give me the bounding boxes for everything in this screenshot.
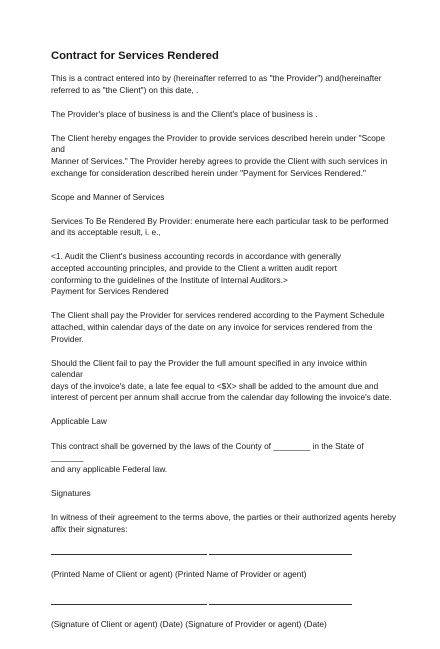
audit-task-paragraph: <1. Audit the Client's business accounting records in accordance with generally accepted accounting principles, and provide to the Client a written audit report conforming to the guidelines of the Institute of Internal Auditors.> xyxy=(51,251,342,285)
payment-schedule-paragraph: The Client shall pay the Provider for services rendered according to the Payment Schedule attached, within calendar days of the date on any invoice for services rendered from the Provider. xyxy=(51,310,385,344)
document-title: Contract for Services Rendered xyxy=(51,50,219,62)
signature-caption: (Signature of Client or agent) (Date) (Signature of Provider or agent) (Date) xyxy=(51,619,327,630)
witness-paragraph: In witness of their agreement to the terms above, the parties or their authorized agents hereby affix their signatures: xyxy=(51,511,396,534)
intro-paragraph: This is a contract entered into by (hereinafter referred to as "the Provider") and(hereinafter referred to as "the Client") on this date, . xyxy=(51,73,382,95)
late-fee-paragraph: Should the Client fail to pay the Provider the full amount specified in any invoice within calendar days of the invoice's date, a late fee equal to <$X> shall be added to the amount due and interest of percent per annum shall accrue from the calendar day following the invoice's date. xyxy=(51,357,392,403)
client-name-line[interactable] xyxy=(51,554,207,555)
contract-page xyxy=(51,49,396,649)
provider-name-line[interactable] xyxy=(209,554,352,555)
signature-lines xyxy=(51,598,396,607)
payment-heading: Payment for Services Rendered xyxy=(51,286,169,297)
place-of-business-paragraph: The Provider's place of business is and the Client's place of business is . xyxy=(51,108,318,119)
engagement-paragraph: The Client hereby engages the Provider to provide services described herein under "Scope and Manner of Services." The Provider hereby agrees to provide the Client with such services in exchange for consideration described herein under "Payment for Services Rendered." xyxy=(51,132,388,178)
printed-name-caption: (Printed Name of Client or agent) (Printed Name of Provider or agent) xyxy=(51,568,307,579)
scope-heading: Scope and Manner of Services xyxy=(51,191,165,202)
client-signature-line[interactable] xyxy=(51,604,207,605)
provider-signature-line[interactable] xyxy=(209,604,352,605)
services-paragraph: Services To Be Rendered By Provider: enumerate here each particular task to be performed and its acceptable result, i. e., xyxy=(51,215,389,238)
applicable-law-heading: Applicable Law xyxy=(51,416,107,427)
governing-law-paragraph: This contract shall be governed by the laws of the County of ________ in the State of _______ and any applicable Federal law. xyxy=(51,440,364,474)
signatures-heading: Signatures xyxy=(51,487,91,498)
printed-name-lines xyxy=(51,548,396,557)
